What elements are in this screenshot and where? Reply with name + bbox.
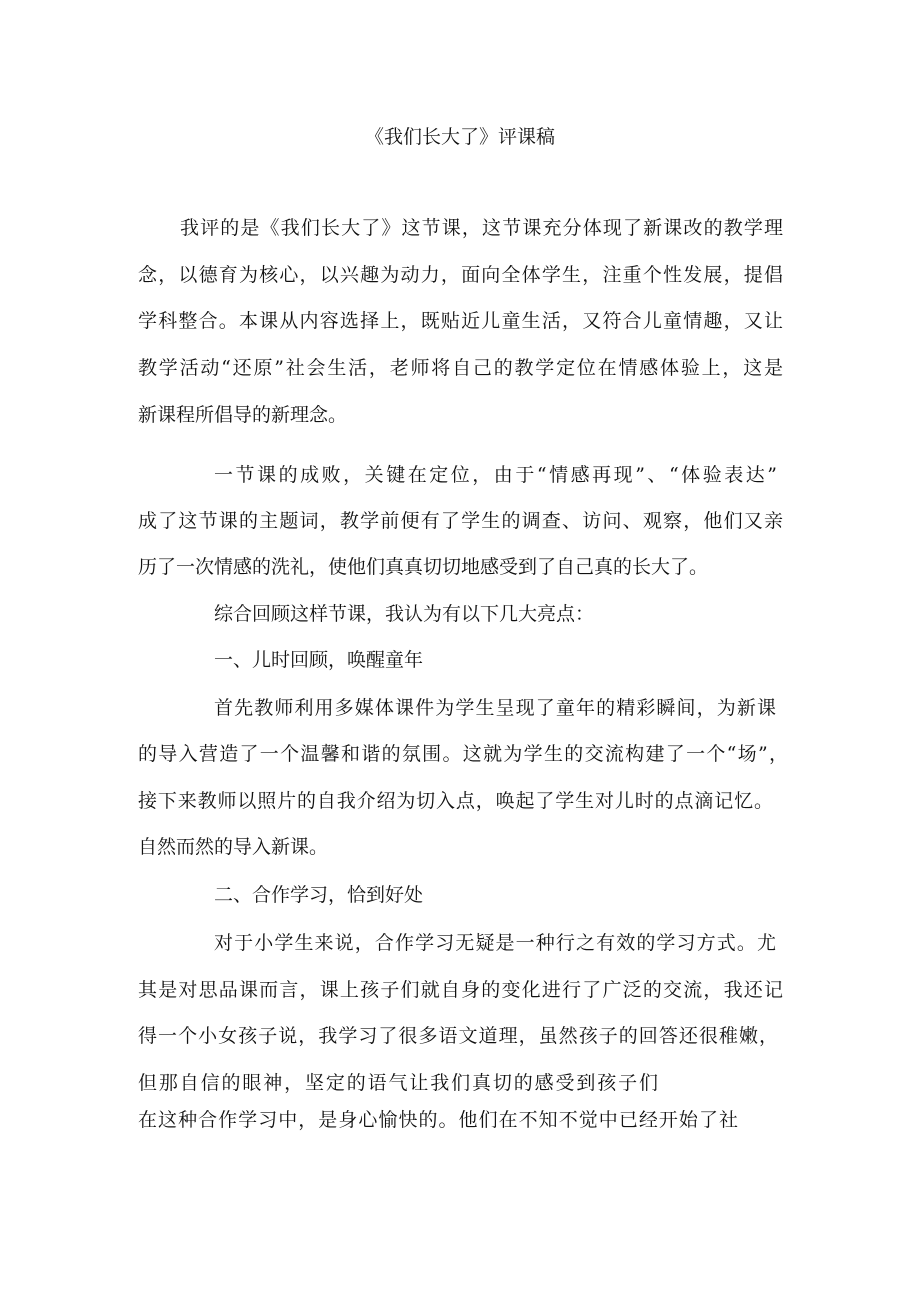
paragraph-line: 成了这节课的主题词，教学前便有了学生的调查、访问、观察，他们又亲 bbox=[138, 510, 783, 532]
section-heading: 一、儿时回顾，唤醒童年 bbox=[214, 649, 424, 671]
paragraph-line: 教学活动“还原”社会生活，老师将自己的教学定位在情感体验上，这是 bbox=[138, 357, 783, 379]
paragraph-line: 新课程所倡导的新理念。 bbox=[138, 404, 348, 426]
paragraph-line: 对于小学生来说，合作学习无疑是一种行之有效的学习方式。尤 bbox=[214, 932, 776, 954]
paragraph-line: 得一个小女孩子说，我学习了很多语文道理，虽然孩子的回答还很稚嫩， bbox=[138, 1025, 778, 1047]
document-title: 《我们长大了》评课稿 bbox=[364, 126, 555, 148]
paragraph-line: 其是对思品课而言，课上孩子们就自身的变化进行了广泛的交流，我还记 bbox=[138, 979, 783, 1001]
section-heading: 二、合作学习，恰到好处 bbox=[214, 884, 424, 906]
paragraph-line: 在这种合作学习中，是身心愉快的。他们在不知不觉中已经开始了社 bbox=[138, 1109, 738, 1131]
paragraph-line: 综合回顾这样节课，我认为有以下几大亮点： bbox=[214, 603, 595, 625]
paragraph-line: 接下来教师以照片的自我介绍为切入点，唤起了学生对儿时的点滴记忆。 bbox=[138, 790, 773, 812]
paragraph-line: 自然而然的导入新课。 bbox=[138, 836, 329, 858]
paragraph-line: 的导入营造了一个温馨和谐的氛围。这就为学生的交流构建了一个“场”， bbox=[138, 743, 788, 765]
paragraph-line: 学科整合。本课从内容选择上，既贴近儿童生活，又符合儿童情趣，又让 bbox=[138, 310, 783, 332]
paragraph-line: 我评的是《我们长大了》这节课，这节课充分体现了新课改的教学理 bbox=[180, 217, 783, 239]
paragraph-line: 首先教师利用多媒体课件为学生呈现了童年的精彩瞬间，为新课 bbox=[214, 697, 776, 719]
paragraph-line: 历了一次情感的洗礼，使他们真真切切地感受到了自己真的长大了。 bbox=[138, 556, 709, 578]
paragraph-line: 念，以德育为核心，以兴趣为动力，面向全体学生，注重个性发展，提倡 bbox=[138, 264, 783, 286]
paragraph-line: 但那自信的眼神，坚定的语气让我们真切的感受到孩子们 bbox=[138, 1072, 658, 1094]
paragraph-line: 一节课的成败，关键在定位，由于“情感再现”、“体验表达” bbox=[214, 464, 777, 486]
